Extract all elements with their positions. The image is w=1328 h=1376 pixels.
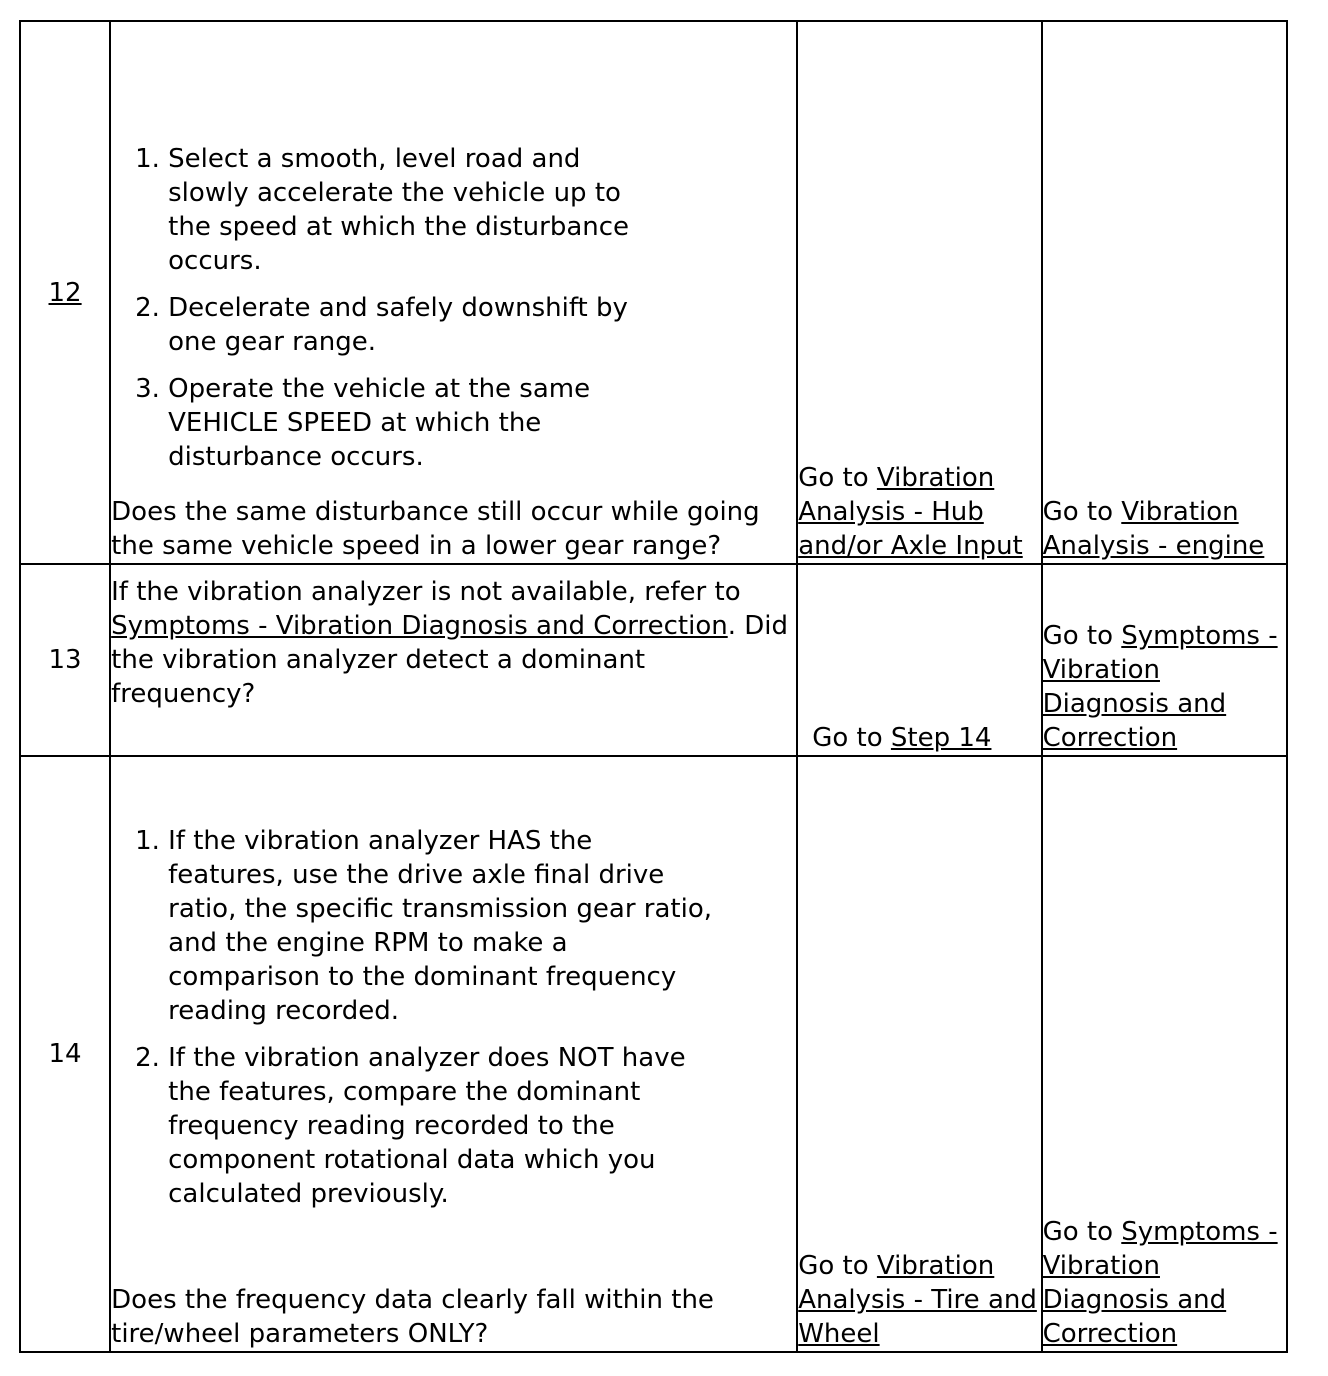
go-to-label: Go to [798, 1251, 877, 1281]
no-result-cell [1042, 21, 1287, 564]
step-14-link[interactable]: Step 14 [890, 723, 992, 753]
go-to-label: Go to [1042, 497, 1122, 527]
action-text-before: If the vibration analyzer is not available, refer to [111, 577, 741, 607]
table-row-step-14 [20, 756, 1287, 1352]
step-number-cell [20, 756, 110, 1352]
list-item: 2. Decelerate and safely downshift by one gear range. [168, 291, 668, 359]
symptoms-vibration-diagnosis-link[interactable]: Symptoms - Vibration Diagnosis and Correction [1042, 621, 1278, 753]
symptoms-vibration-diagnosis-link[interactable]: Symptoms - Vibration Diagnosis and Correction [1042, 1217, 1278, 1349]
no-result-cell [1042, 756, 1287, 1352]
go-to-label: Go to [812, 723, 891, 753]
step-12-link[interactable]: 12 [48, 277, 82, 308]
go-to-label: Go to [1042, 621, 1122, 651]
action-cell [110, 21, 797, 564]
step-number: 13 [48, 645, 82, 675]
instruction-list [111, 142, 796, 474]
list-item: 2. If the vibration analyzer does NOT have the features, compare the dominant frequency reading recorded to the component rotational data which you calculated previously. [168, 1041, 713, 1211]
go-to-label: Go to [1042, 1217, 1122, 1247]
no-result-cell [1042, 564, 1287, 756]
list-item: 1. If the vibration analyzer HAS the features, use the drive axle final drive ratio, the specific transmission gear ratio, and the engine RPM to make a comparison to the dominant frequency reading recorded. [168, 824, 713, 1028]
vibration-analysis-hub-axle-link[interactable]: Vibration Analysis - Hub and/or Axle Input [798, 463, 1023, 561]
table-row-step-13 [20, 564, 1287, 756]
yes-result-cell [797, 756, 1041, 1352]
yes-result-cell [797, 564, 1041, 756]
list-item: 3. Operate the vehicle at the same VEHICLE SPEED at which the disturbance occurs. [168, 372, 628, 474]
diagnostic-table [19, 20, 1288, 1353]
list-item: 1. Select a smooth, level road and slowly accelerate the vehicle up to the speed at which the disturbance occurs. [168, 142, 668, 278]
go-to-label: Go to [798, 463, 877, 493]
question-text: Does the frequency data clearly fall within the tire/wheel parameters ONLY? [111, 1285, 714, 1349]
symptoms-vibration-diagnosis-link[interactable]: Symptoms - Vibration Diagnosis and Correction [111, 611, 728, 641]
action-cell [110, 564, 797, 756]
instruction-list [111, 824, 796, 1211]
question-text: Does the same disturbance still occur while going the same vehicle speed in a lower gear range? [111, 497, 760, 561]
step-number: 14 [48, 1039, 82, 1069]
vibration-analysis-tire-wheel-link[interactable]: Vibration Analysis - Tire and Wheel [798, 1251, 1037, 1349]
step-number-cell [20, 21, 110, 564]
action-cell [110, 756, 797, 1352]
action-text-after: . Did the vibration analyzer detect a dominant frequency? [111, 611, 788, 709]
yes-result-cell [797, 21, 1041, 564]
step-number-cell [20, 564, 110, 756]
vibration-analysis-engine-link[interactable]: Vibration Analysis - engine [1042, 497, 1265, 561]
table-row-step-12 [20, 21, 1287, 564]
